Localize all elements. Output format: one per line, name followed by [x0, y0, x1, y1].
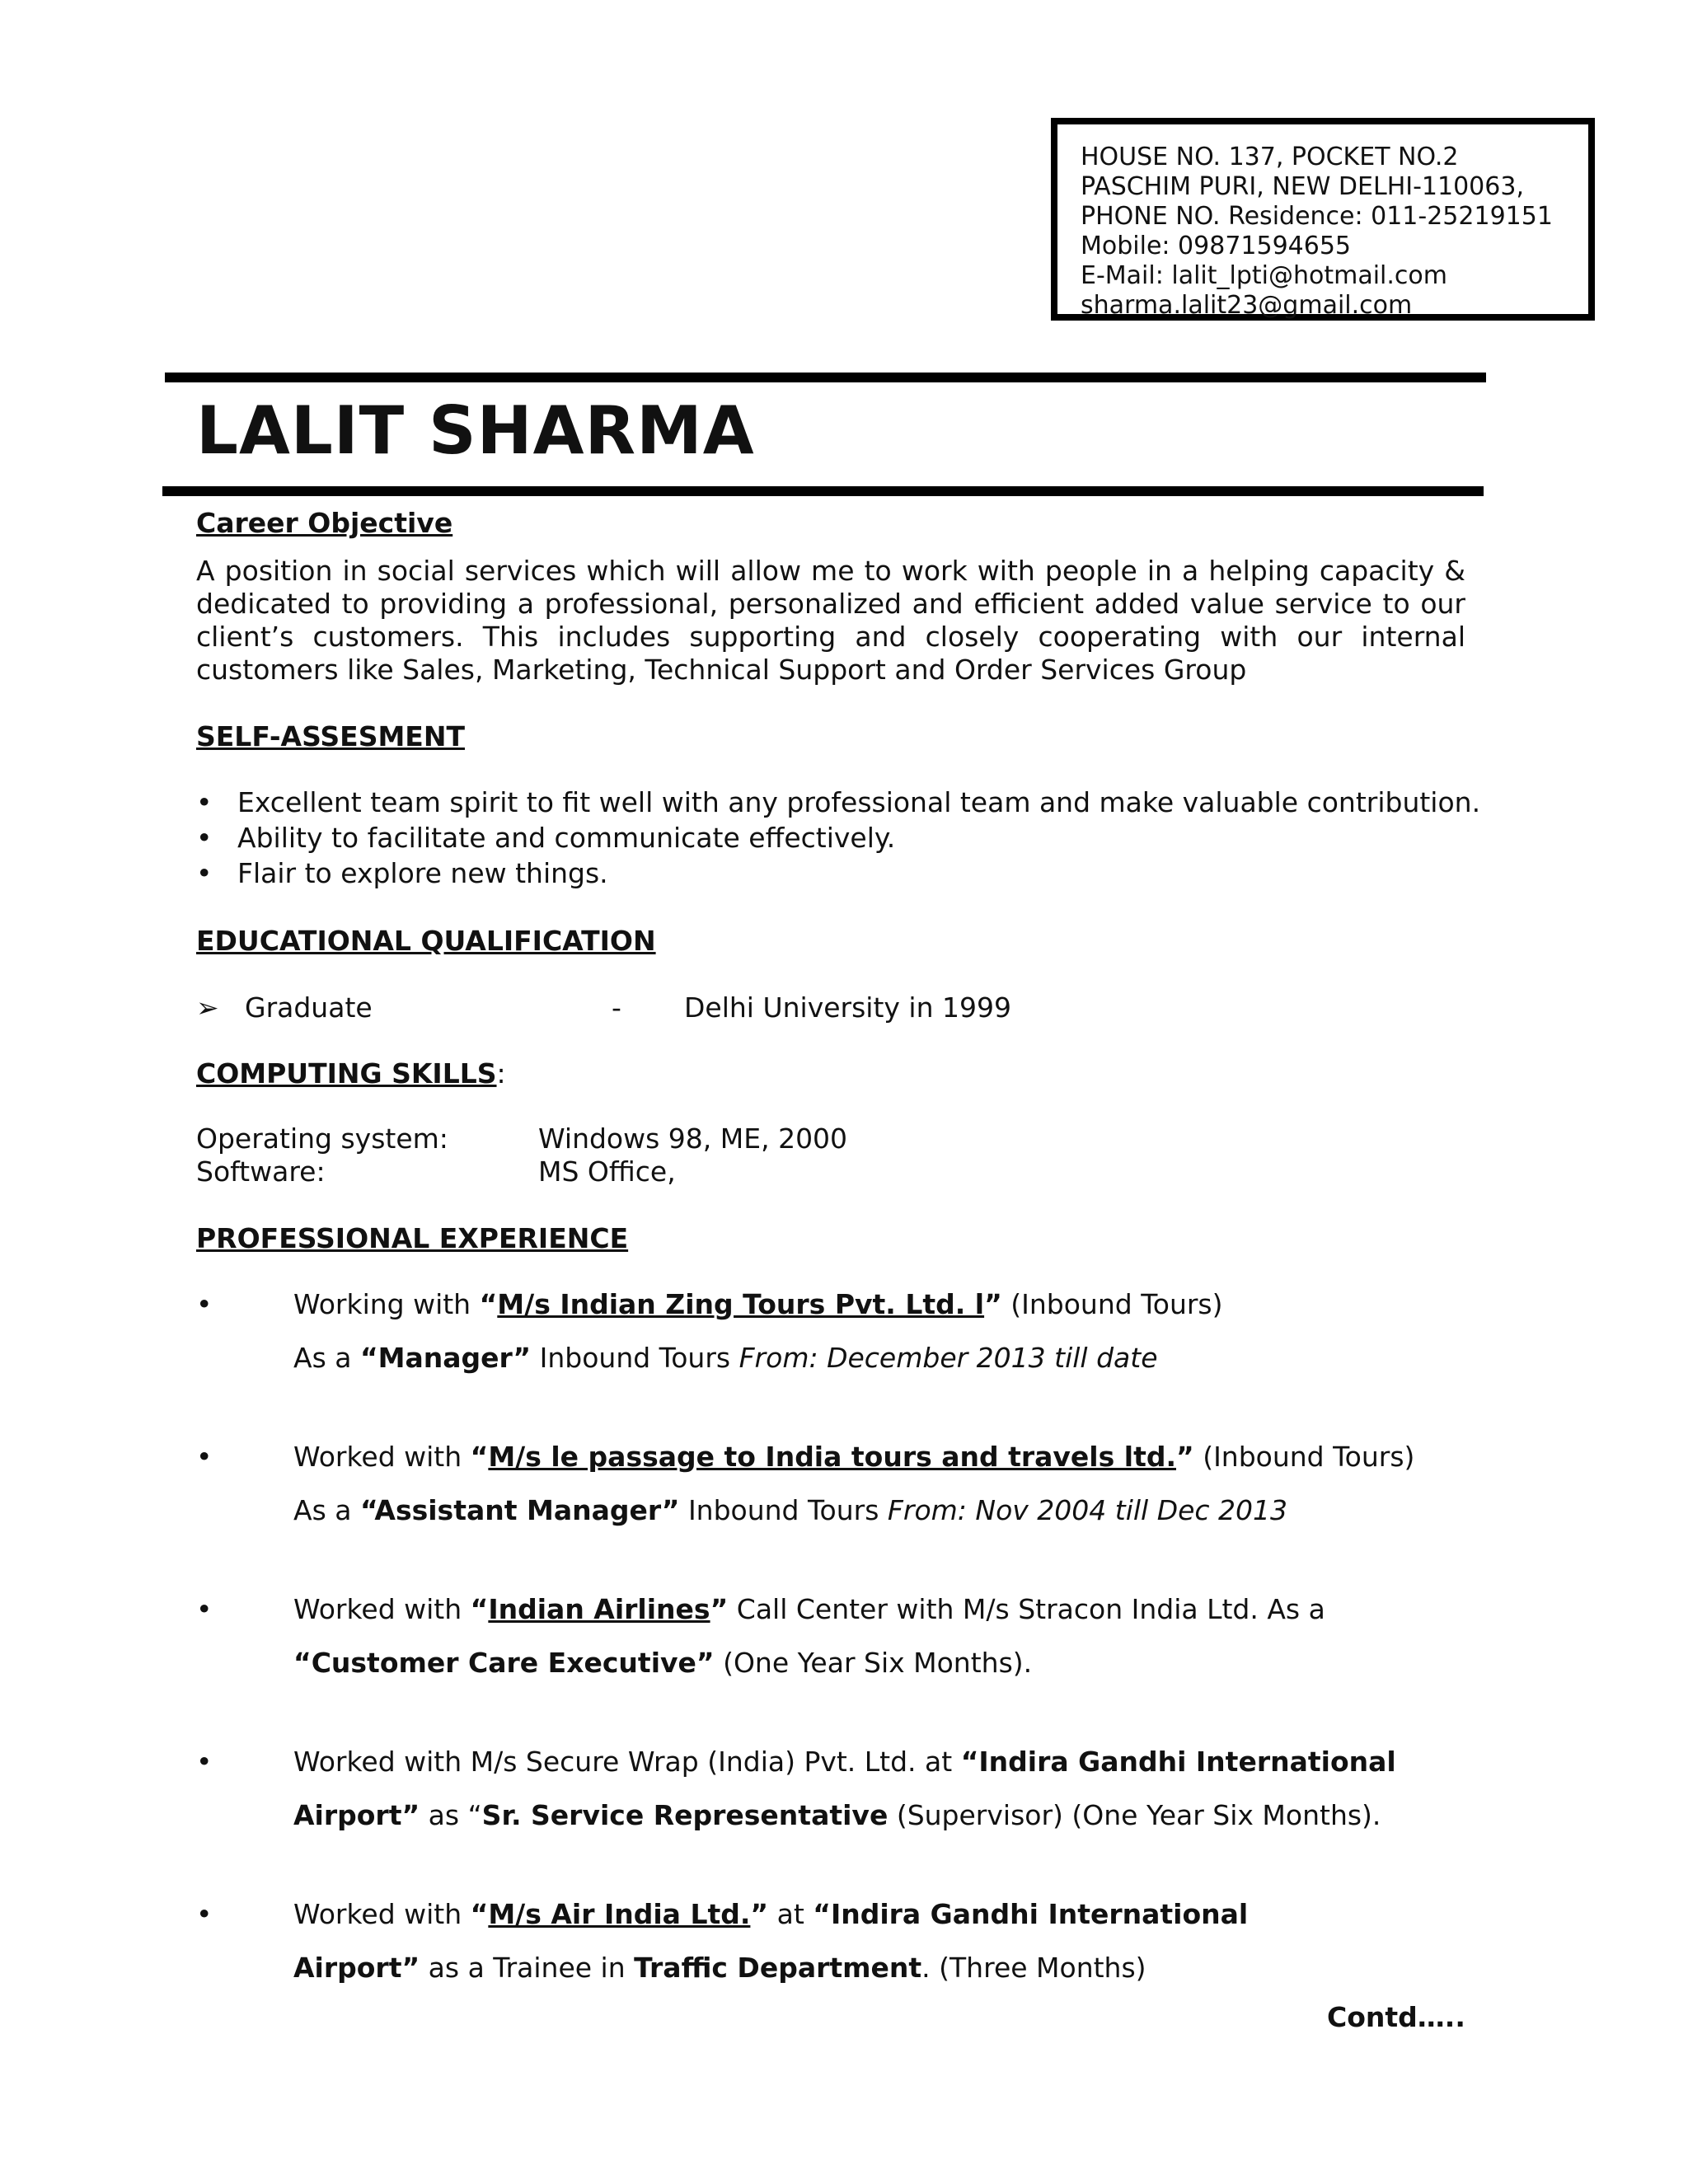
address-box	[1051, 118, 1595, 321]
education-dash: -	[612, 991, 621, 1024]
experience-line-1	[293, 1288, 1223, 1321]
experience-item	[196, 1288, 1515, 1379]
job-title: “Customer Care Executive”	[293, 1647, 715, 1679]
text: Worked with M/s Secure Wrap (India) Pvt. Ltd. at	[293, 1746, 961, 1778]
experience-line-2	[293, 1799, 1381, 1832]
text: “	[470, 1898, 489, 1930]
bullet-icon: •	[196, 1898, 213, 1930]
experience-line-1	[293, 1746, 1396, 1779]
job-title: “Manager”	[359, 1342, 532, 1374]
candidate-name: LALIT SHARMA	[196, 392, 755, 469]
list-item	[196, 820, 1480, 855]
experience-line-2	[293, 1342, 1158, 1375]
experience-line-2	[293, 1952, 1146, 1985]
list-item-text: Ability to facilitate and communicate effectively.	[237, 822, 896, 854]
computing-heading: COMPUTING SKILLS	[196, 1057, 497, 1090]
os-value: Windows 98, ME, 2000	[538, 1122, 848, 1155]
job-title: “Assistant Manager”	[359, 1494, 680, 1526]
education-arrow-icon: ➢	[196, 991, 219, 1024]
education-institution: Delhi University in 1999	[684, 991, 1011, 1024]
list-item-text: Flair to explore new things.	[237, 857, 608, 889]
list-item	[196, 785, 1480, 820]
workplace-name: Airport”	[293, 1799, 420, 1831]
text: (One Year Six Months).	[714, 1647, 1033, 1679]
text: (Inbound Tours)	[1001, 1288, 1223, 1320]
career-objective-last-line: customers like Sales, Marketing, Technical Support and Order Services Group	[196, 654, 1247, 686]
workplace-name: Airport”	[293, 1952, 420, 1984]
experience-line-1	[293, 1593, 1325, 1626]
text: as “	[420, 1799, 482, 1831]
address-line: PASCHIM PURI, NEW DELHI-110063,	[1081, 172, 1524, 201]
bullet-icon: •	[196, 1288, 213, 1320]
experience-item	[196, 1898, 1515, 1989]
bullet-icon: •	[196, 857, 213, 889]
top-rule	[165, 373, 1486, 382]
computing-heading-colon: :	[496, 1057, 506, 1090]
company-name: M/s Air India Ltd.	[488, 1898, 751, 1930]
text: “	[470, 1441, 489, 1473]
workplace-name: “Indira Gandhi International	[960, 1746, 1396, 1778]
mobile-line: Mobile: 09871594655	[1081, 232, 1352, 260]
date-range: From: Nov 2004 till Dec 2013	[887, 1494, 1288, 1526]
text: ”	[750, 1898, 769, 1930]
bullet-icon: •	[196, 1441, 213, 1473]
bullet-icon: •	[196, 822, 213, 854]
date-range: From: December 2013 till date	[738, 1342, 1158, 1374]
software-value: MS Office,	[538, 1155, 676, 1188]
text: Inbound Tours	[531, 1342, 739, 1374]
experience-line-2	[293, 1494, 1287, 1527]
text: at	[768, 1898, 814, 1930]
list-item	[196, 855, 1480, 891]
job-title: Sr. Service Representative	[481, 1799, 889, 1831]
text: ”	[710, 1593, 729, 1625]
text: (Supervisor) (One Year Six Months).	[888, 1799, 1381, 1831]
phone-line: PHONE NO. Residence: 011-25219151	[1081, 202, 1553, 231]
career-objective-text	[196, 555, 1465, 687]
bullet-icon: •	[196, 1746, 213, 1778]
text: ”	[984, 1288, 1002, 1320]
self-assessment-list	[196, 785, 1480, 891]
email-line: E-Mail: lalit_lpti@hotmail.com	[1081, 261, 1448, 290]
experience-line-2	[293, 1647, 1032, 1680]
text: As a	[293, 1494, 360, 1526]
bottom-rule	[162, 486, 1484, 496]
os-label: Operating system:	[196, 1122, 448, 1155]
company-name: Indian Airlines	[488, 1593, 710, 1625]
text: Worked with	[293, 1441, 471, 1473]
department-name: Traffic Department	[634, 1952, 922, 1984]
text: “	[470, 1593, 489, 1625]
continued-label: Contd…..	[1327, 2001, 1465, 2033]
bullet-icon: •	[196, 1593, 213, 1625]
experience-item	[196, 1441, 1515, 1531]
text: ”	[1176, 1441, 1194, 1473]
education-heading: EDUCATIONAL QUALIFICATION	[196, 925, 656, 957]
text: Worked with	[293, 1898, 471, 1930]
experience-line-1	[293, 1441, 1414, 1474]
company-name: M/s le passage to India tours and travels ltd.	[488, 1441, 1176, 1473]
list-item-text: Excellent team spirit to fit well with any professional team and make valuable contribution.	[237, 786, 1481, 818]
text: Inbound Tours	[679, 1494, 888, 1526]
self-assessment-heading: SELF-ASSESMENT	[196, 720, 465, 752]
text: “	[479, 1288, 498, 1320]
text: As a	[293, 1342, 360, 1374]
software-label: Software:	[196, 1155, 326, 1188]
bullet-icon: •	[196, 786, 213, 818]
experience-heading: PROFESSIONAL EXPERIENCE	[196, 1222, 629, 1254]
address-line: HOUSE NO. 137, POCKET NO.2	[1081, 143, 1459, 171]
text: . (Three Months)	[921, 1952, 1146, 1984]
text: Worked with	[293, 1593, 471, 1625]
education-degree: Graduate	[245, 991, 373, 1024]
company-name: M/s Indian Zing Tours Pvt. Ltd. l	[497, 1288, 985, 1320]
career-objective-heading: Career Objective	[196, 507, 453, 539]
text: Working with	[293, 1288, 480, 1320]
computing-heading-row	[196, 1057, 506, 1090]
workplace-name: “Indira Gandhi International	[813, 1898, 1249, 1930]
experience-line-1	[293, 1898, 1248, 1931]
text: (Inbound Tours)	[1193, 1441, 1415, 1473]
text: as a Trainee in	[420, 1952, 635, 1984]
text: Call Center with M/s Stracon India Ltd. As a	[728, 1593, 1325, 1625]
email-line-2: sharma.lalit23@gmail.com	[1081, 291, 1413, 320]
experience-item	[196, 1746, 1515, 1836]
career-objective-main: A position in social services which will allow me to work with people in a helping capacity & dedicated to providing a professional, personalized and efficient added value service to our client’s customers. This includes supporting and closely cooperating with our internal	[196, 555, 1465, 653]
experience-item	[196, 1593, 1515, 1684]
